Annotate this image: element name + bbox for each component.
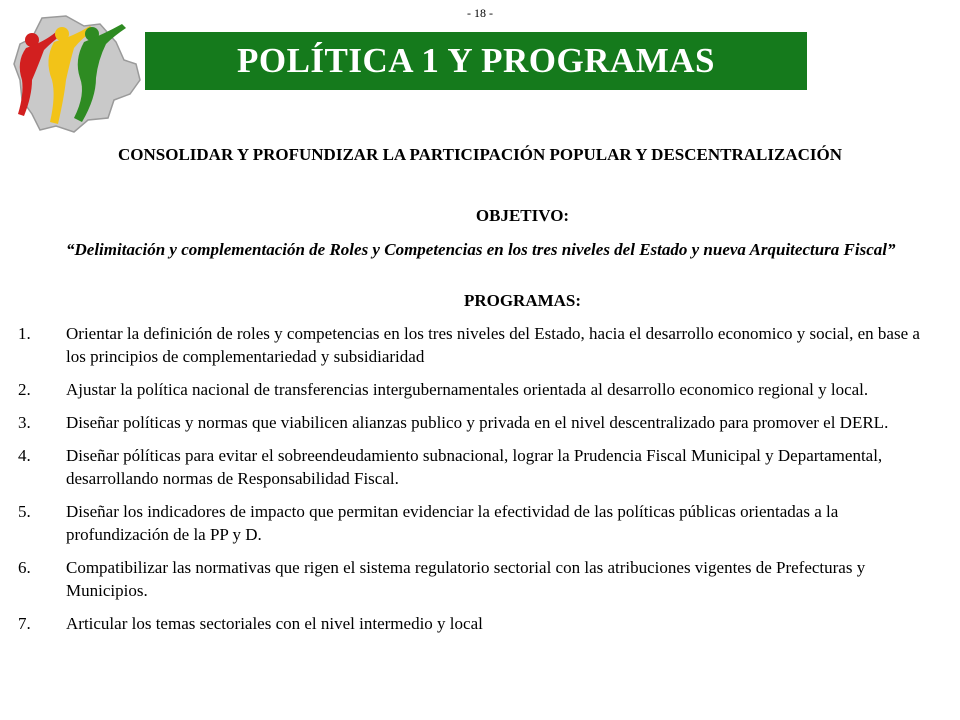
list-item-text: Diseñar pólíticas para evitar el sobreendeudamiento subnacional, lograr la Prudencia Fiscal Municipal y Departamental, desarrollando normas de Responsabilidad Fiscal.: [66, 446, 883, 488]
policy-subtitle: CONSOLIDAR Y PROFUNDIZAR LA PARTICIPACIÓN POPULAR Y DESCENTRALIZACIÓN: [117, 145, 842, 164]
list-item: [18, 322, 940, 368]
list-item: [18, 500, 940, 546]
list-item-text: Articular los temas sectoriales con el nivel intermedio y local: [66, 614, 483, 633]
list-item-text: Compatibilizar las normativas que rigen el sistema regulatorio sectorial con las atribuciones vigentes de Prefecturas y Municipios.: [66, 558, 866, 600]
list-item-number: 1.: [18, 324, 31, 343]
objective-heading: OBJETIVO:: [475, 206, 570, 225]
list-item-text: Ajustar la política nacional de transferencias intergubernamentales orientada al desarrollo economico regional y local.: [66, 380, 869, 399]
list-item-number: 5.: [18, 502, 31, 521]
list-item-number: 2.: [18, 380, 31, 399]
list-item-text: Orientar la definición de roles y competencias en los tres niveles del Estado, hacia el desarrollo economico y social, en base a los principios de complementariedad y subsidiaridad: [66, 324, 920, 366]
page-title: POLÍTICA 1 Y PROGRAMAS: [236, 41, 715, 80]
list-item: [18, 444, 940, 490]
list-item-number: 3.: [18, 413, 31, 432]
list-item-number: 7.: [18, 614, 31, 633]
list-item: [18, 556, 940, 602]
objective-text: “Delimitación y complementación de Roles y Competencias en los tres niveles del Estado y nueva Arquitectura Fiscal”: [66, 240, 896, 259]
page-number: - 18 -: [467, 6, 493, 20]
list-item-number: 4.: [18, 446, 31, 465]
bolivia-map-logo: [4, 14, 154, 136]
list-item: [18, 378, 940, 401]
list-item: [18, 411, 940, 434]
program-list: [18, 322, 940, 645]
list-item: [18, 612, 940, 635]
list-item-text: Diseñar políticas y normas que viabilicen alianzas publico y privada en el nivel descentralizado para promover el DERL.: [66, 413, 889, 432]
title-banner: [145, 32, 807, 90]
list-item-number: 6.: [18, 558, 31, 577]
list-item-text: Diseñar los indicadores de impacto que permitan evidenciar la efectividad de las políticas públicas orientadas a la profundización de la PP y D.: [66, 502, 839, 544]
programs-heading: PROGRAMAS:: [463, 291, 582, 310]
